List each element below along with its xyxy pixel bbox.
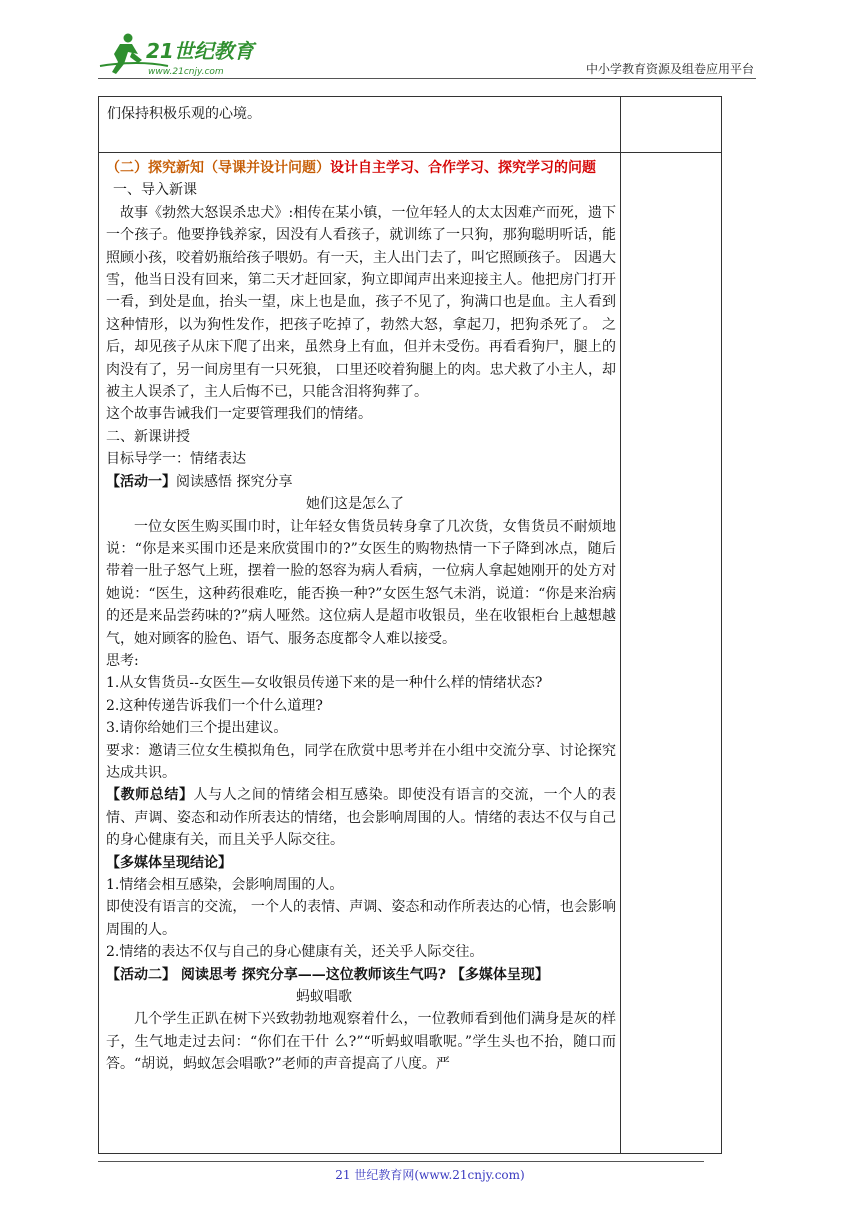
activity1: 【活动一】阅读感悟 探究分享 <box>106 473 293 490</box>
question-3: 3.请你给她们三个提出建议。 <box>106 720 288 737</box>
footer-text: 21 世纪教育网(www.21cnjy.com) <box>335 1168 525 1182</box>
story3-title: 蚂蚁唱歌 <box>296 989 352 1006</box>
logo-url: www.21cnjy.com <box>148 67 224 77</box>
think-label: 思考: <box>106 652 139 669</box>
teacher-summary-text: 人与人之间的情绪会相互感染。即使没有语言的交流，一个人的表情、声调、姿态和动作所表达的情绪，也会影响周围的人。情绪的表达不仅与自己的身心健康有关，而且关乎人际交往。 <box>106 787 617 849</box>
section-heading <box>106 157 616 179</box>
requirement: 要求：邀请三位女生模拟角色，同学在欣赏中思考并在小组中交流分享、讨论探究达成共识。 <box>106 742 616 781</box>
story2-title: 她们这是怎么了 <box>306 496 404 513</box>
section-heading-black: （二）探究新知（导课并设计问题） <box>106 160 330 176</box>
story1: 故事《勃然大怒误杀忠犬》:相传在某小镇，一位年轻人的太太因难产而死，遗下一个孩子。他要挣钱养家，因没有人看孩子，就训练了一只狗，那狗聪明听话，能照顾小孩，咬着奶瓶给孩子喂奶。有一天，主人出门去了，叫它照顾孩子。 因遇大雪，他当日没有回来，第二天才赶回家，狗立即闻声出来迎接主人。他把房门打开一看，到处是血，抬头一望，床上也是血，孩子不见了，狗满口也是血。主人看到这种情形，以为狗性发作，把孩子吃掉了，勃然大怒，拿起刀，把狗杀死了。 之后，却见孩子从床下爬了出来，虽然身上有血，但并未受伤。再看看狗尸，腿上的肉没有了，另一间房里有一只死狼， 口里还咬着狗腿上的肉。忠犬救了小主人，却被主人误杀了，主人后悔不已，只能含泪将狗葬了。 <box>106 204 616 401</box>
lesson-table <box>98 96 722 1154</box>
site-logo <box>98 30 268 78</box>
conclusion-1-detail: 即使没有语言的交流， 一个人的表情、声调、姿态和动作所表达的心情，也会影响周围的人。 <box>106 899 616 938</box>
lesson-content <box>106 157 616 1076</box>
story3: 几个学生正趴在树下兴致勃勃地观察着什么，一位教师看到他们满身是灰的样子，生气地走过去问：“你们在干什 么?”“听蚂蚁唱歌呢。”学生头也不抬，随口而答。“胡说，蚂蚁怎会唱歌?”老师的声音提高了八度。严 <box>106 1011 616 1073</box>
goal1: 目标导学一：情绪表达 <box>106 451 246 468</box>
story2: 一位女医生购买围巾时，让年轻女售货员转身拿了几次货，女售货员不耐烦地说：“你是来买围巾还是来欣赏围巾的?”女医生的购物热情一下子降到冰点，随后带着一肚子怒气上班，摆着一脸的怒容为病人看病，一位病人拿起她刚开的处方对她说：“医生，这种药很难吃，能否换一种?”女医生怒气未消，说道：“你是来治病的还是来品尝药味的?”病人哑然。这位病人是超市收银员，坐在收银柜台上越想越气，她对顾客的脸色、语气、服务态度都令人难以接受。 <box>106 518 616 647</box>
header-rule <box>98 78 756 79</box>
part2-title: 二、新课讲授 <box>106 428 190 445</box>
activity2: 【活动二】 阅读思考 探究分享——这位教师该生气吗? 【多媒体呈现】 <box>106 966 549 983</box>
row1-text: 们保持积极乐观的心境。 <box>107 106 261 122</box>
footer-rule <box>98 1161 704 1162</box>
conclusion-1: 1.情绪会相互感染，会影响周围的人。 <box>106 877 344 893</box>
story1-moral: 这个故事告诫我们一定要管理我们的情绪。 <box>106 406 372 423</box>
question-1: 1.从女售货员--女医生—女收银员传递下来的是一种什么样的情绪状态? <box>106 675 543 692</box>
multimedia-label: 【多媒体呈现结论】 <box>106 854 232 871</box>
column-divider <box>620 97 621 1153</box>
row-divider <box>99 152 721 153</box>
section-heading-red: 设计自主学习、合作学习、探究学习的问题 <box>330 160 596 176</box>
page-header <box>98 30 758 80</box>
platform-name: 中小学教育资源及组卷应用平台 <box>585 62 754 76</box>
logo-text: 21世纪教育 <box>146 39 254 63</box>
part1-title: 一、导入新课 <box>113 182 197 199</box>
teacher-summary-label: 【教师总结】 <box>106 787 194 804</box>
teacher-summary <box>106 784 616 851</box>
question-2: 2.这种传递告诉我们一个什么道理? <box>106 697 323 714</box>
conclusion-2: 2.情绪的表达不仅与自己的身心健康有关，还关乎人际交往。 <box>106 944 484 961</box>
